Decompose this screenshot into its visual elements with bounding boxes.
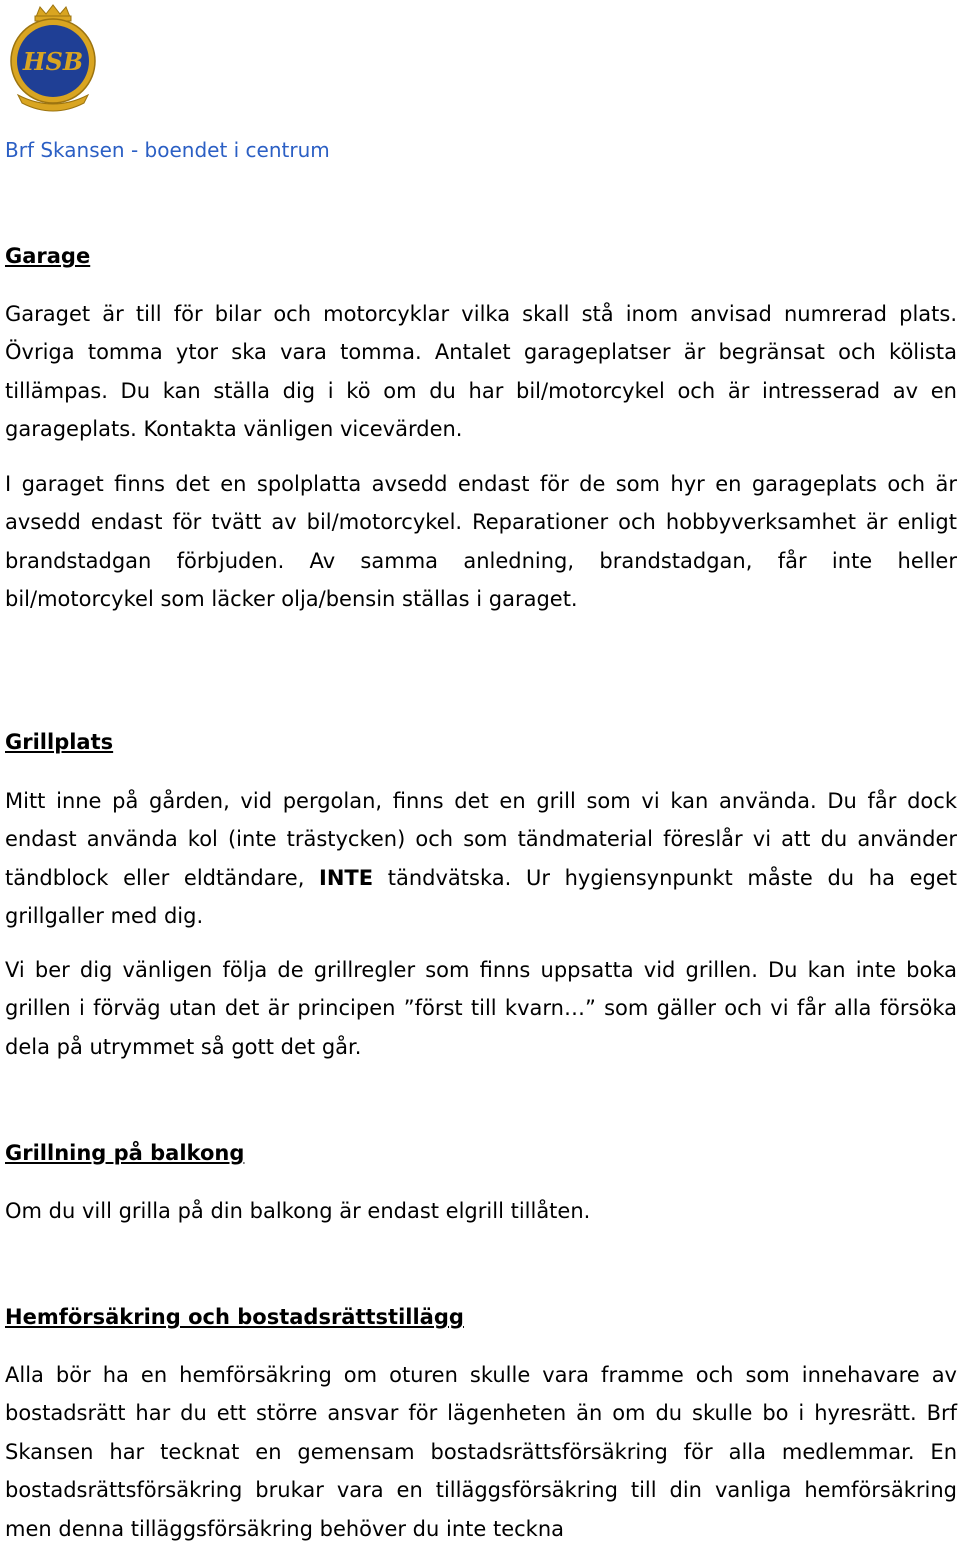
grillplats-text-before: Mitt inne på gården, vid pergolan, finns det en grill som vi kan använda. Du får dock endast använda kol (inte trästycken) och som tändmaterial föreslår vi att du använder tändblock eller eldtändare, — [5, 789, 957, 890]
heading-garage: Garage — [5, 244, 91, 268]
site-subtitle: Brf Skansen - boendet i centrum — [5, 138, 330, 162]
paragraph-grillning-balkong: Om du vill grilla på din balkong är endast elgrill tillåten. — [5, 1199, 591, 1223]
hsb-logo-emblem — [6, 3, 100, 113]
hsb-logo — [6, 3, 100, 113]
paragraph-grillplats-2: Vi ber dig vänligen följa de grillregler som finns uppsatta vid grillen. Du kan inte boka grillen i förväg utan det är principen ”först till kvarn…” som gäller och vi får alla försöka dela på utrymmet så gott det går. — [5, 958, 957, 1059]
paragraph-garage-1: Garaget är till för bilar och motorcyklar vilka skall stå inom anvisad numrerad plats. Övriga tomma ytor ska vara tomma. Antalet garageplatser är begränsat och kölista tillämpas. Du kan ställa dig i kö om du har bil/motorcykel och är intresserad av en garageplats. Kontakta vänligen vicevärden. — [5, 302, 957, 442]
heading-grillplats: Grillplats — [5, 730, 114, 754]
grillplats-text-after: tändvätska. Ur hygiensynpunkt måste du ha eget grillgaller med dig. — [5, 865, 958, 929]
paragraph-garage-2: I garaget finns det en spolplatta avsedd endast för de som hyr en garageplats och är avsedd endast för tvätt av bil/motorcykel. Reparationer och hobbyverksamhet är enligt brandstadgan förbjuden. Av samma anledning, brandstadgan, får inte heller bil/motorcykel som läcker olja/bensin ställas i garaget. — [5, 472, 957, 612]
logo-lettering: HSB — [22, 47, 84, 76]
heading-grillning-balkong: Grillning på balkong — [5, 1141, 245, 1165]
heading-hemforsakring: Hemförsäkring och bostadsrättstillägg — [5, 1305, 464, 1329]
paragraph-hemforsakring: Alla bör ha en hemförsäkring om oturen skulle vara framme och som innehavare av bostadsrätt har du ett större ansvar för lägenheten än om du skulle bo i hyresrätt. Brf Skansen har tecknat en gemensam bostadsrättsförsäkring för alla medlemmar. En bostadsrättsförsäkring brukar vara en tilläggsförsäkring till din vanliga hemförsäkring men denna tilläggsförsäkring behöver du inte teckna — [5, 1363, 957, 1541]
grillplats-emphasis: INTE — [319, 865, 374, 890]
paragraph-grillplats-1 — [5, 782, 957, 936]
